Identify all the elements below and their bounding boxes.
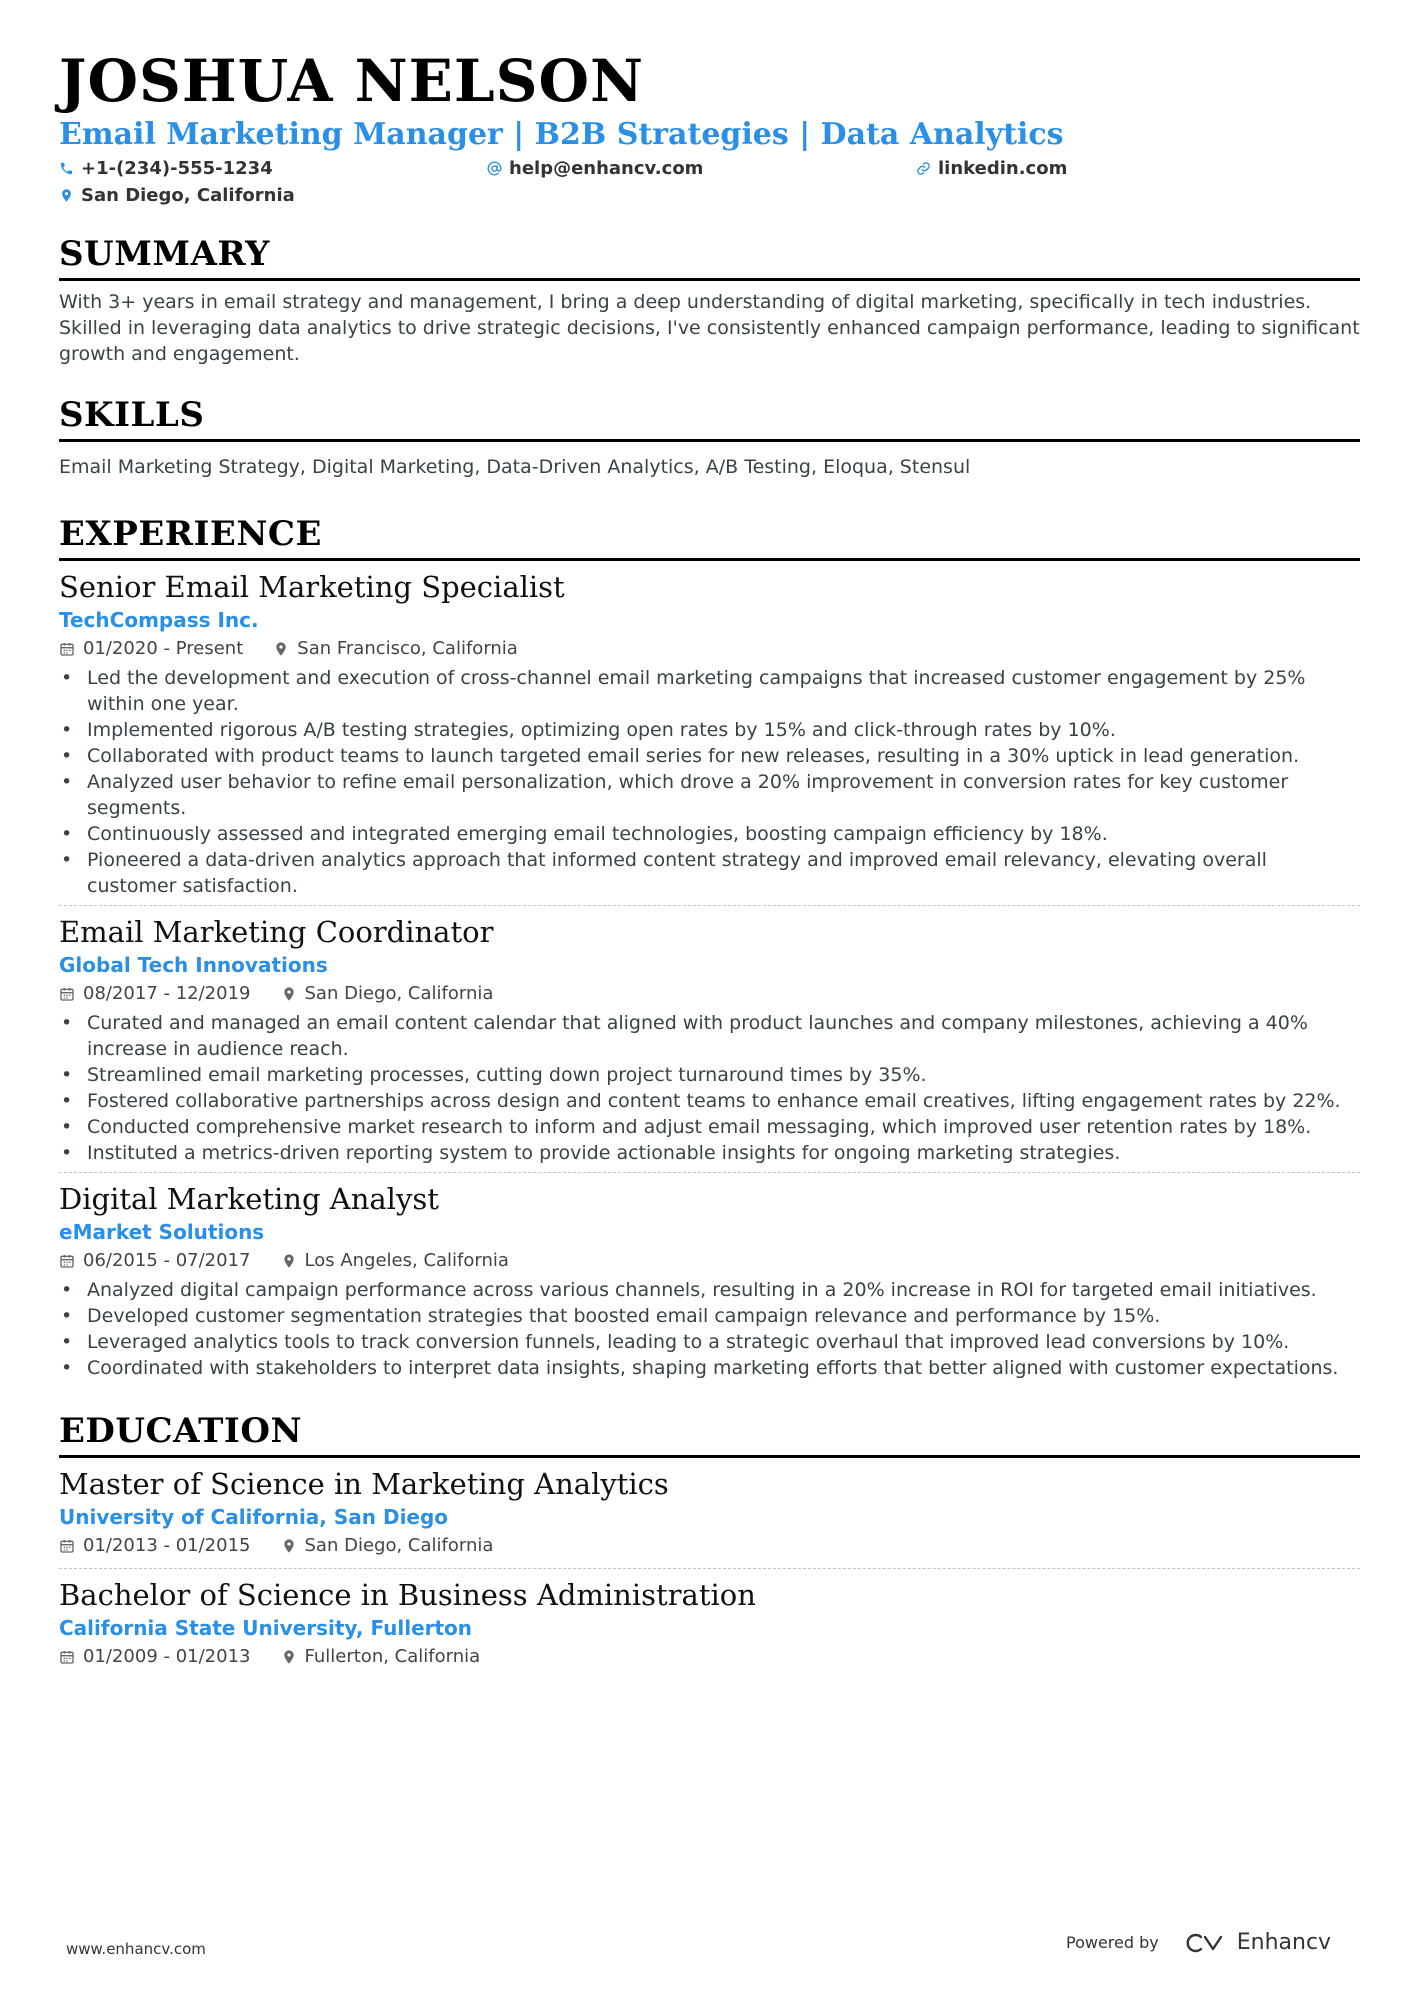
- footer-branding: [1066, 1930, 1331, 1955]
- powered-by-text: Powered by: [1066, 1933, 1159, 1952]
- job-location: [281, 980, 494, 1008]
- education-section: [59, 1409, 1360, 1679]
- job-dates: [59, 1247, 251, 1275]
- skills-text: Email Marketing Strategy, Digital Marketing, Data-Driven Analytics, A/B Testing, Eloqua, Stensul: [59, 456, 971, 478]
- list-item: • Leveraged analytics tools to track conversion funnels, leading to a strategic overhaul that improved lead conversions by 10%.: [59, 1329, 1360, 1355]
- education-dates: [59, 1532, 251, 1560]
- section-divider: [59, 278, 1360, 281]
- list-item: • Fostered collaborative partnerships across design and content teams to enhance email creatives, lifting engagement rates by 22%.: [59, 1088, 1360, 1114]
- contact-info: [59, 158, 1360, 214]
- job-location: [281, 1247, 509, 1275]
- location-pin-icon: [281, 1253, 297, 1269]
- education-meta: [59, 1643, 1360, 1671]
- job-meta: [59, 635, 1360, 663]
- education-location-text: San Diego, California: [304, 1535, 494, 1556]
- job-role: Senior Email Marketing Specialist: [59, 570, 565, 604]
- list-item: • Led the development and execution of cross-channel email marketing campaigns that increased customer engagement by 25% within one year.: [59, 665, 1360, 717]
- job-company[interactable]: Global Tech Innovations: [59, 953, 328, 977]
- list-item: • Collaborated with product teams to launch targeted email series for new releases, resulting in a 30% uptick in lead generation.: [59, 743, 1360, 769]
- enhancv-logo[interactable]: [1185, 1930, 1331, 1955]
- experience-entry: [59, 1172, 1360, 1387]
- section-divider: [59, 558, 1360, 561]
- location-pin-icon: [281, 986, 297, 1002]
- linkedin-text: linkedin.com: [938, 158, 1068, 179]
- list-item: • Streamlined email marketing processes, cutting down project turnaround times by 35%.: [59, 1062, 1360, 1088]
- list-item: • Pioneered a data-driven analytics approach that informed content strategy and improved email relevancy, elevating overall customer satisfaction.: [59, 847, 1360, 899]
- education-entry: [59, 1466, 1360, 1568]
- job-bullets: [59, 1277, 1360, 1381]
- location-text: San Diego, California: [81, 185, 295, 206]
- list-item: • Curated and managed an email content calendar that aligned with product launches and company milestones, achieving a 40% increase in audience reach.: [59, 1010, 1360, 1062]
- calendar-icon: [59, 1649, 75, 1665]
- calendar-icon: [59, 986, 75, 1002]
- school-name[interactable]: University of California, San Diego: [59, 1505, 449, 1529]
- list-item: • Analyzed digital campaign performance across various channels, resulting in a 20% increase in ROI for targeted email initiatives.: [59, 1277, 1360, 1303]
- job-meta: [59, 980, 1360, 1008]
- list-item: • Analyzed user behavior to refine email personalization, which drove a 20% improvement in conversion rates for key customer segments.: [59, 769, 1360, 821]
- job-role: Email Marketing Coordinator: [59, 915, 494, 949]
- email-text: help@enhancv.com: [509, 158, 704, 179]
- education-dates-text: 01/2009 - 01/2013: [83, 1646, 251, 1667]
- job-dates-text: 06/2015 - 07/2017: [83, 1250, 251, 1271]
- list-item: • Implemented rigorous A/B testing strategies, optimizing open rates by 15% and click-through rates by 10%.: [59, 717, 1360, 743]
- calendar-icon: [59, 641, 75, 657]
- job-role: Digital Marketing Analyst: [59, 1182, 439, 1216]
- phone-icon: [59, 161, 74, 176]
- list-item: • Conducted comprehensive market research to inform and adjust email messaging, which improved user retention rates by 18%.: [59, 1114, 1360, 1140]
- brand-text: Enhancv: [1236, 1930, 1332, 1955]
- education-location-text: Fullerton, California: [304, 1646, 481, 1667]
- footer-website[interactable]: www.enhancv.com: [66, 1940, 206, 1958]
- email-contact[interactable]: [487, 158, 703, 179]
- job-dates-text: 08/2017 - 12/2019: [83, 983, 251, 1004]
- experience-entry: [59, 569, 1360, 905]
- job-bullets: [59, 665, 1360, 899]
- list-item: • Developed customer segmentation strategies that boosted email campaign relevance and performance by 15%.: [59, 1303, 1360, 1329]
- linkedin-contact[interactable]: [916, 158, 1067, 179]
- candidate-title: Email Marketing Manager | B2B Strategies | Data Analytics: [59, 117, 1064, 152]
- education-meta: [59, 1532, 1360, 1560]
- list-item: • Instituted a metrics-driven reporting system to provide actionable insights for ongoing marketing strategies.: [59, 1140, 1360, 1166]
- education-entry: [59, 1568, 1360, 1679]
- job-dates: [59, 980, 251, 1008]
- enhancv-logo-icon: [1185, 1931, 1229, 1955]
- job-dates-text: 01/2020 - Present: [83, 638, 244, 659]
- school-name[interactable]: California State University, Fullerton: [59, 1616, 473, 1640]
- phone-text: +1-(234)-555-1234: [81, 158, 273, 179]
- list-item: • Coordinated with stakeholders to interpret data insights, shaping marketing efforts that better aligned with customer expectations.: [59, 1355, 1360, 1381]
- education-heading: EDUCATION: [59, 1411, 303, 1451]
- link-icon: [916, 161, 931, 176]
- skills-heading: SKILLS: [59, 395, 205, 435]
- degree-title: Master of Science in Marketing Analytics: [59, 1467, 669, 1501]
- phone-contact[interactable]: [59, 158, 273, 179]
- job-company[interactable]: TechCompass Inc.: [59, 608, 259, 632]
- candidate-name: JOSHUA NELSON: [59, 47, 645, 115]
- summary-text: With 3+ years in email strategy and management, I bring a deep understanding of digital marketing, specifically in tech industries. Skilled in leveraging data analytics to drive strategic decisions, I've consistently enhanced campaign performance, leading to significant growth and engagement.: [59, 291, 1360, 365]
- location-contact: [59, 185, 295, 206]
- experience-section: [59, 512, 1360, 1387]
- education-location: [281, 1643, 481, 1671]
- job-location: [273, 635, 518, 663]
- job-location-text: Los Angeles, California: [304, 1250, 509, 1271]
- summary-section: [59, 232, 1360, 367]
- at-icon: [487, 161, 502, 176]
- section-divider: [59, 439, 1360, 442]
- degree-title: Bachelor of Science in Business Administration: [59, 1578, 756, 1612]
- resume-page: [59, 46, 1360, 1679]
- location-pin-icon: [273, 641, 289, 657]
- calendar-icon: [59, 1538, 75, 1554]
- job-location-text: San Francisco, California: [297, 638, 518, 659]
- location-pin-icon: [281, 1538, 297, 1554]
- location-pin-icon: [281, 1649, 297, 1665]
- job-company[interactable]: eMarket Solutions: [59, 1220, 265, 1244]
- education-location: [281, 1532, 494, 1560]
- job-dates: [59, 635, 243, 663]
- skills-section: [59, 393, 1360, 480]
- location-pin-icon: [59, 188, 74, 203]
- education-dates-text: 01/2013 - 01/2015: [83, 1535, 251, 1556]
- job-location-text: San Diego, California: [304, 983, 494, 1004]
- education-dates: [59, 1643, 251, 1671]
- experience-entry: [59, 905, 1360, 1172]
- list-item: • Continuously assessed and integrated emerging email technologies, boosting campaign efficiency by 18%.: [59, 821, 1360, 847]
- experience-heading: EXPERIENCE: [59, 514, 322, 554]
- job-bullets: [59, 1010, 1360, 1166]
- section-divider: [59, 1455, 1360, 1458]
- job-meta: [59, 1247, 1360, 1275]
- calendar-icon: [59, 1253, 75, 1269]
- summary-heading: SUMMARY: [59, 234, 270, 274]
